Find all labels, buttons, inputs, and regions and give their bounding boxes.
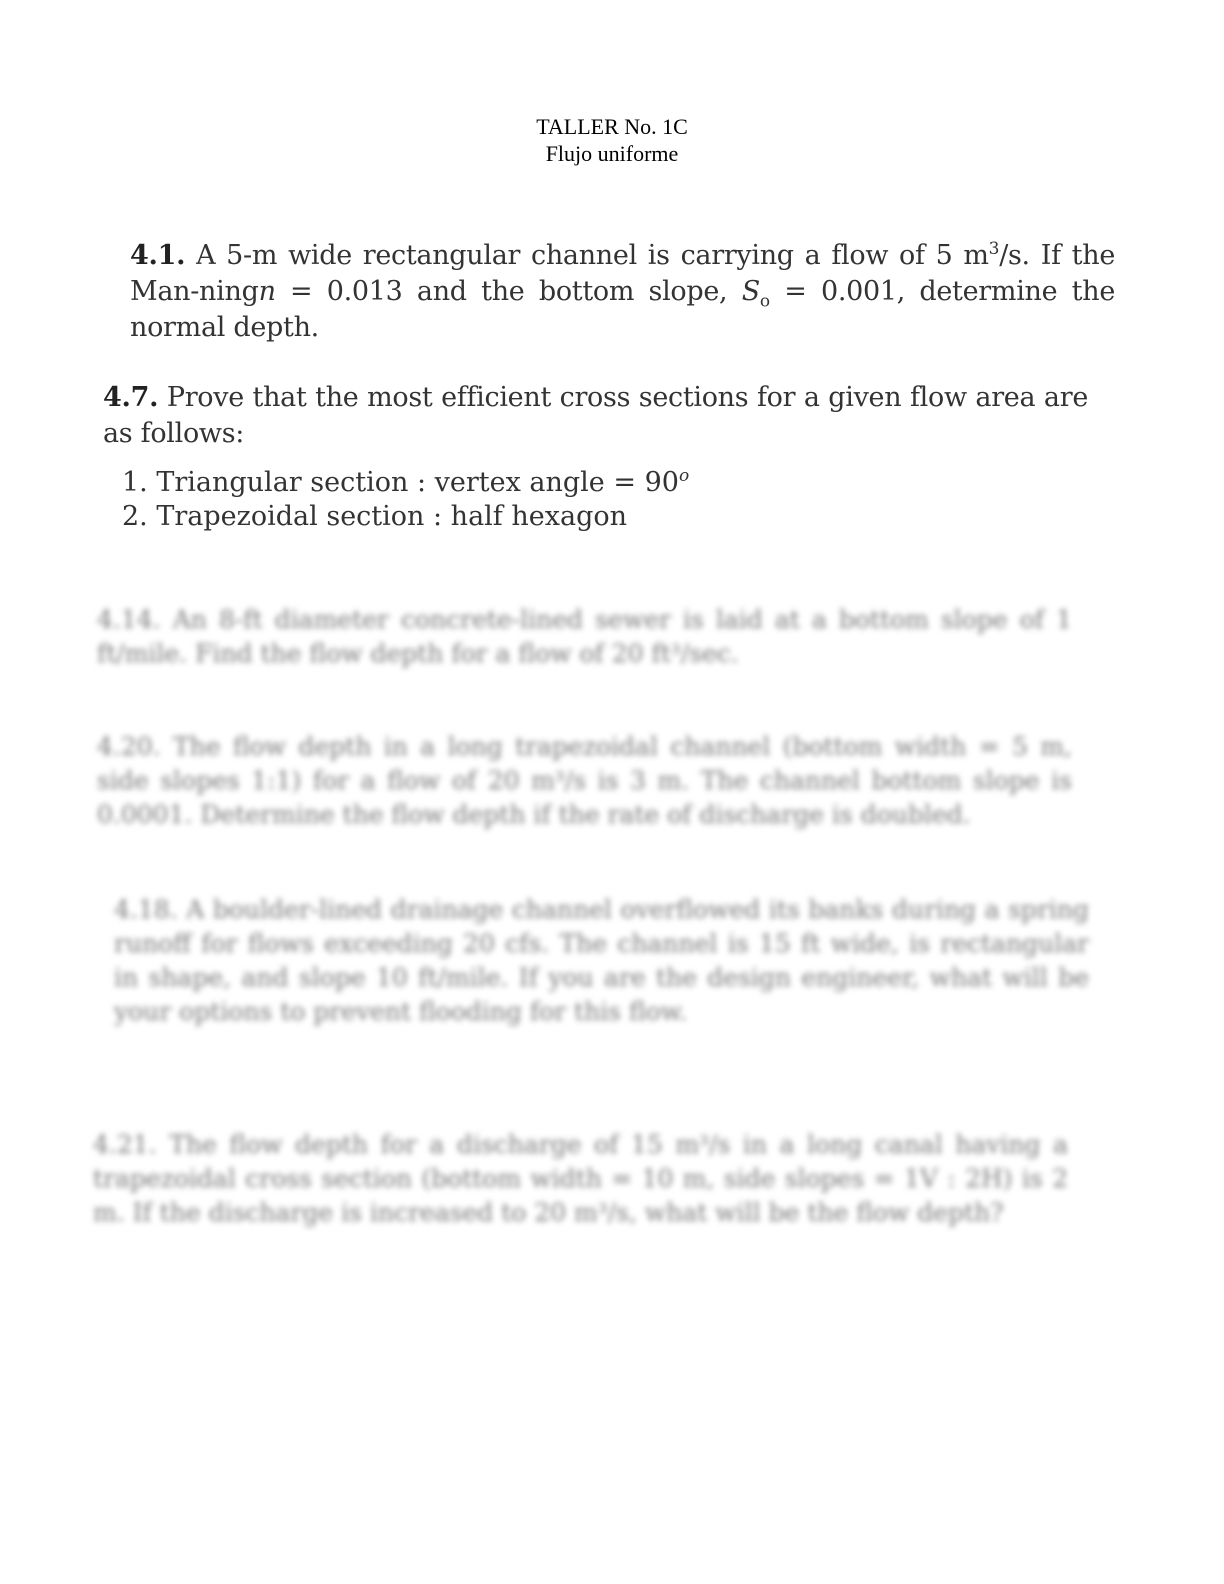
- blurred-problem-4-14: 4.14. An 8-ft diameter concrete-lined sewer is laid at a bottom slope of 1 ft/mile. Find the flow depth for a flow of 20 ft³/sec.: [97, 605, 1072, 668]
- variable-s: S: [741, 276, 760, 307]
- blurred-problem-4-18: 4.18. A boulder-lined drainage channel overflowed its banks during a spring runoff for flows exceeding 20 cfs. The channel is 15 ft wide, is rectangular in shape, and slope 10 ft/mile. If you are the design engineer, what will be your options to prevent flooding for this flow.: [114, 895, 1089, 1026]
- degree-superscript: o: [678, 466, 690, 486]
- problem-text: A 5-m wide rectangular channel is carrying a flow of 5 m: [185, 240, 989, 271]
- superscript: 3: [988, 239, 1000, 259]
- blurred-problem-4-20: 4.20. The flow depth in a long trapezoidal channel (bottom width = 5 m, side slopes 1:1) for a flow of 20 m³/s is 3 m. The channel bottom slope is 0.0001. Determine the flow depth if the rate of discharge is doubled.: [97, 732, 1072, 829]
- list-item: 2. Trapezoidal section : half hexagon: [122, 501, 627, 532]
- variable-n: n: [258, 276, 276, 307]
- problem-text: /s. If the Man-ning: [130, 240, 1115, 307]
- list-item: 1. Triangular section : vertex angle = $90^o$: [122, 466, 690, 498]
- blurred-problem-4-21: 4.21. The flow depth for a discharge of 15 m³/s in a long canal having a trapezoidal cross section (bottom width = 10 m, side slopes = 1V : 2H) is 2 m. If the discharge is increased to 20 m³/s, what will be the flow depth?: [93, 1130, 1068, 1227]
- subscript: o: [759, 291, 770, 312]
- page-title: TALLER No. 1C: [536, 114, 688, 139]
- problem-number: 4.1.: [130, 240, 186, 271]
- problem-number: 4.7.: [103, 382, 159, 413]
- problem-4-7-list: [122, 466, 689, 534]
- problem-4-7: [103, 380, 1088, 452]
- problem-text: = 0.013 and the bottom slope,: [275, 276, 742, 307]
- problem-text: Prove that the most efficient cross sections for a given flow area are as follows:: [103, 382, 1088, 449]
- problem-text: = 0.001, determine the normal depth.: [130, 276, 1115, 343]
- problem-4-1: [130, 238, 1115, 346]
- page-subtitle: Flujo uniforme: [545, 141, 679, 166]
